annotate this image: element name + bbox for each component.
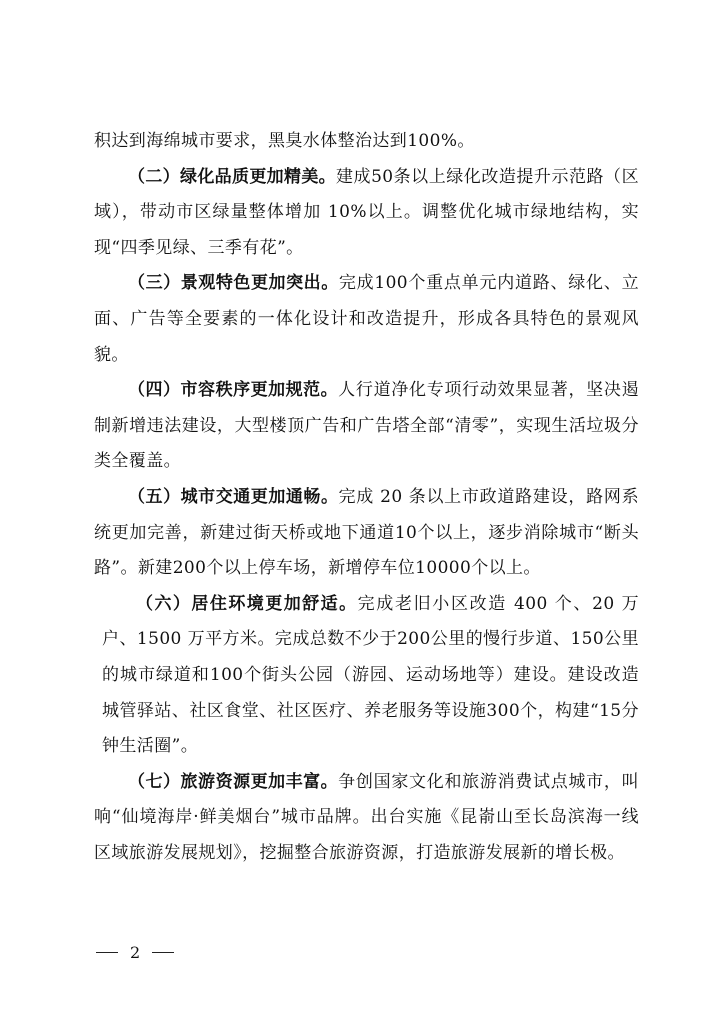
section-2-paragraph: [94, 160, 639, 267]
section-4-paragraph: [94, 373, 639, 480]
section-3-paragraph: [94, 266, 639, 373]
section-6-heading: （六）居住环境更加舒适。: [136, 593, 358, 614]
footer-right-dash: [152, 952, 174, 953]
section-3-heading: （三）景观特色更加突出。: [128, 273, 339, 294]
section-6-body: 完成老旧小区改造 400 个、20 万户、1500 万平方米。完成总数不少于200公里的慢行步道、150公里的城市绿道和100个街头公园（游园、运动场地等）建设。建设改造城管驿站、社区食堂、社区医疗、养老服务等设施300个，构建“15分钟生活圈”。: [102, 593, 640, 757]
section-5-heading: （五）城市交通更加通畅。: [128, 486, 339, 507]
footer-left-dash: [96, 952, 118, 953]
section-4-body: 人行道净化专项行动效果显著，坚决遏制新增违法建设，大型楼顶广告和广告塔全部“清零”，实现生活垃圾分类全覆盖。: [94, 380, 639, 472]
section-6-paragraph: [94, 587, 639, 765]
section-2-body: 建成50条以上绿化改造提升示范路（区域），带动市区绿量整体增加 10%以上。调整优化城市绿地结构，实现“四季见绿、三季有花”。: [94, 166, 639, 258]
section-7-paragraph: [94, 765, 639, 872]
document-page: [94, 124, 639, 871]
section-3-body: 完成100个重点单元内道路、绿化、立面、广告等全要素的一体化设计和改造提升，形成各具特色的景观风貌。: [94, 273, 639, 365]
section-5-paragraph: [94, 480, 639, 587]
page-number: 2: [130, 943, 141, 962]
section-7-body: 争创国家文化和旅游消费试点城市，叫响“仙境海岸·鲜美烟台”城市品牌。出台实施《昆嵛山至长岛滨海一线区域旅游发展规划》，挖掘整合旅游资源，打造旅游发展新的增长极。: [94, 771, 639, 863]
section-4-heading: （四）市容秩序更加规范。: [128, 380, 339, 401]
section-2-heading: （二）绿化品质更加精美。: [128, 166, 337, 187]
lead-paragraph: 积达到海绵城市要求，黑臭水体整治达到100%。: [94, 131, 475, 151]
section-5-body: 完成 20 条以上市政道路建设，路网系统更加完善，新建过街天桥或地下通道10个以上，逐步消除城市“断头路”。新建200个以上停车场，新增停车位10000个以上。: [94, 486, 639, 579]
page-footer: [96, 943, 174, 962]
section-7-heading: （七）旅游资源更加丰富。: [128, 771, 339, 792]
